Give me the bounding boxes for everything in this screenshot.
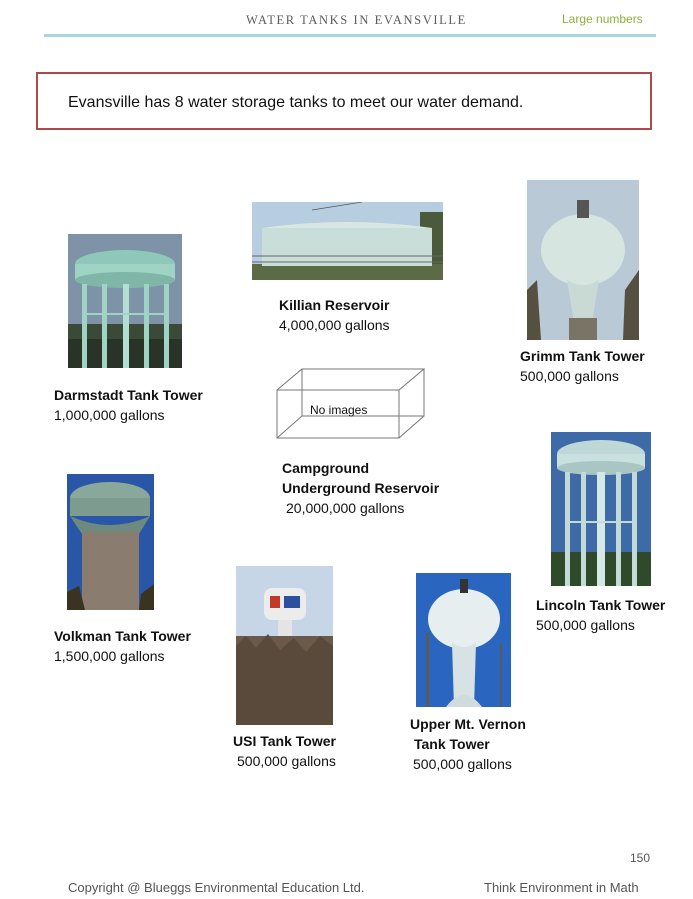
grimm-capacity: 500,000 gallons [520, 368, 619, 384]
grimm-caption [520, 346, 645, 386]
campground-caption [282, 458, 439, 518]
campground-name-line2: Underground Reservoir [282, 480, 440, 496]
usi-capacity: 500,000 gallons [237, 753, 336, 769]
lincoln-capacity: 500,000 gallons [536, 617, 635, 633]
volkman-tank-photo [67, 474, 154, 610]
darmstadt-capacity: 1,000,000 gallons [54, 407, 165, 423]
killian-capacity: 4,000,000 gallons [279, 317, 390, 333]
darmstadt-name: Darmstadt Tank Tower [54, 387, 203, 403]
header-tag: Large numbers [562, 12, 643, 26]
grimm-name: Grimm Tank Tower [520, 348, 645, 364]
darmstadt-caption [54, 385, 203, 425]
volkman-name: Volkman Tank Tower [54, 628, 191, 644]
killian-name: Killian Reservoir [279, 297, 390, 313]
upper-mt-vernon-name-line1: Upper Mt. Vernon [410, 716, 526, 732]
page-number: 150 [630, 851, 651, 865]
intro-text: Evansville has 8 water storage tanks to meet our water demand. [68, 94, 524, 111]
usi-tank-photo [236, 566, 333, 725]
campground-no-image-label: No images [310, 403, 368, 417]
usi-caption [233, 731, 336, 771]
header-divider [44, 34, 656, 37]
upper-mt-vernon-name-line2: Tank Tower [414, 736, 490, 752]
lincoln-name: Lincoln Tank Tower [536, 597, 666, 613]
darmstadt-tank-photo [68, 234, 182, 368]
campground-name-line1: Campground [282, 460, 370, 476]
footer-series: Think Environment in Math [484, 880, 639, 895]
volkman-caption [54, 626, 191, 666]
usi-name: USI Tank Tower [233, 733, 336, 749]
header-title: WATER TANKS IN EVANSVILLE [246, 13, 467, 27]
upper-mt-vernon-capacity: 500,000 gallons [413, 756, 512, 772]
footer-copyright: Copyright @ Blueggs Environmental Education Ltd. [68, 880, 365, 895]
killian-reservoir-photo [252, 202, 443, 280]
campground-capacity: 20,000,000 gallons [286, 500, 405, 516]
lincoln-caption [536, 595, 665, 635]
upper-mt-vernon-caption [410, 714, 526, 774]
intro-box [36, 72, 652, 130]
killian-caption [279, 295, 390, 335]
volkman-capacity: 1,500,000 gallons [54, 648, 165, 664]
lincoln-tank-photo [551, 432, 651, 586]
grimm-tank-photo [527, 180, 639, 340]
upper-mt-vernon-tank-photo [416, 573, 511, 707]
